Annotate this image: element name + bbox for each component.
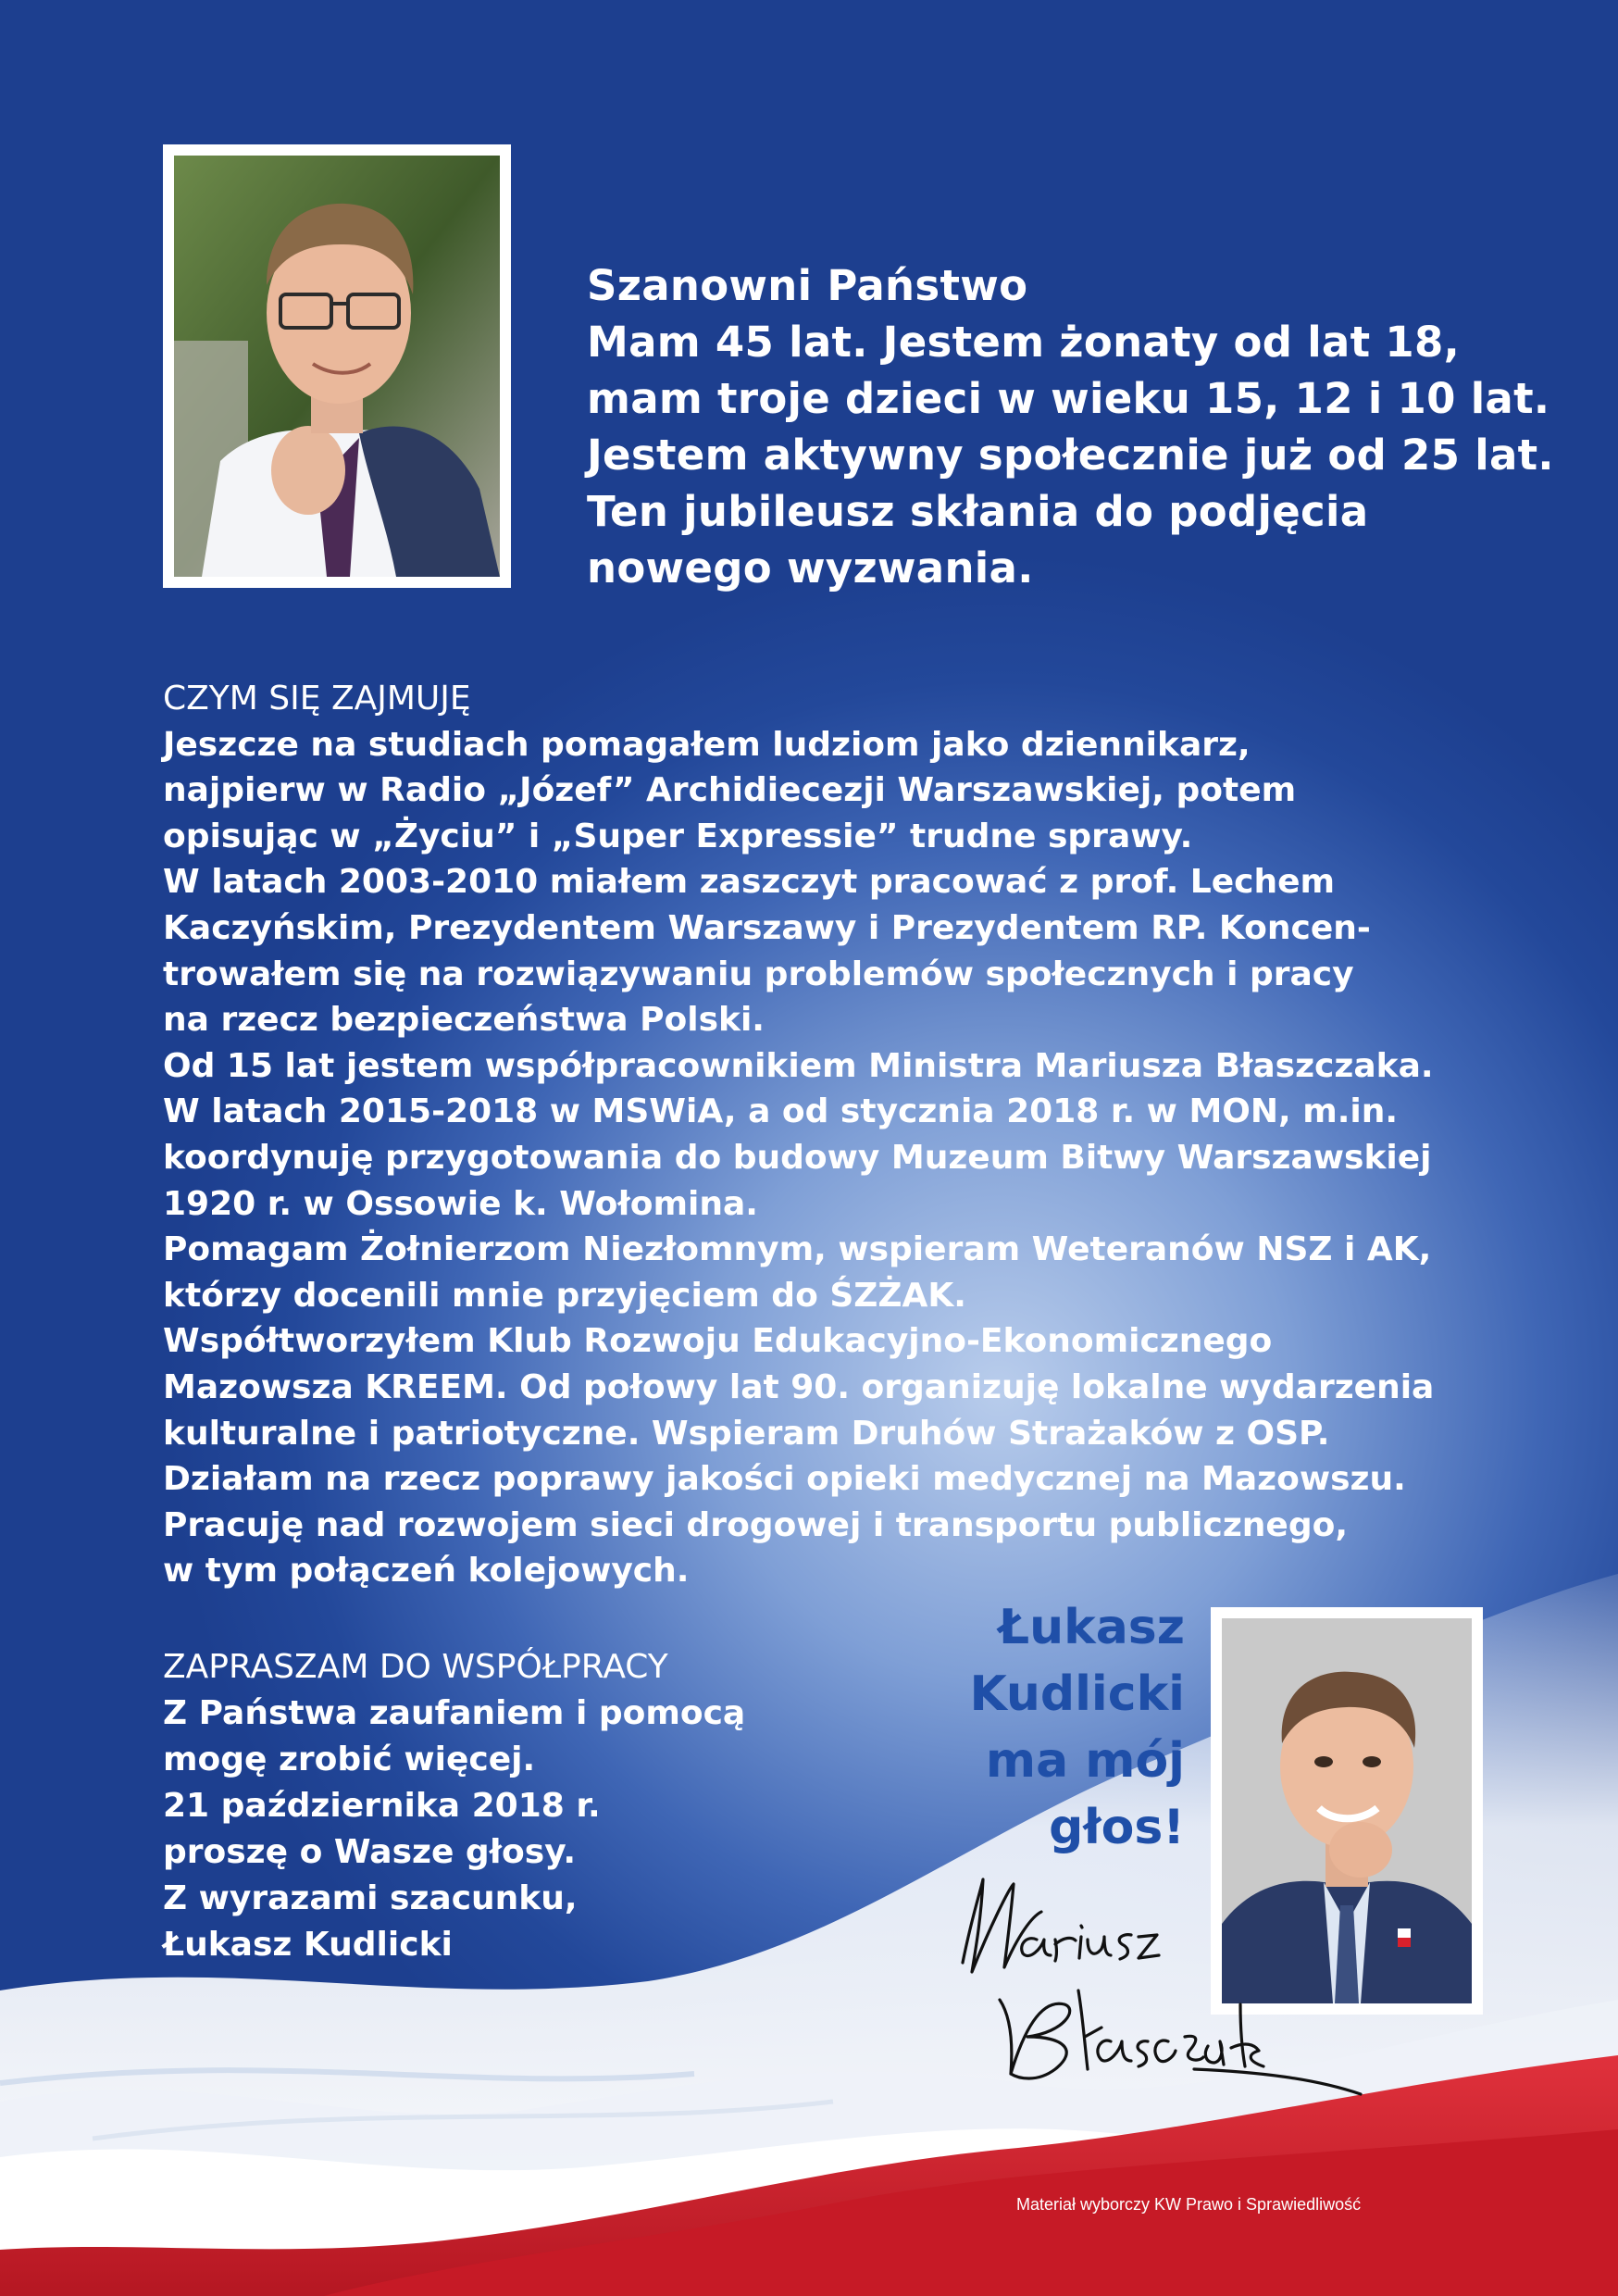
body-line: najpierw w Radio „Józef” Archidiecezji Warszawskiej, potem <box>163 771 1297 810</box>
closing-line: Z Państwa zaufaniem i pomocą <box>163 1694 746 1732</box>
candidate-photo-frame <box>163 144 511 588</box>
body-line: Kaczyńskim, Prezydentem Warszawy i Prezydentem RP. Koncen- <box>163 908 1371 947</box>
intro-line: Ten jubileusz skłania do podjęcia <box>587 487 1369 536</box>
body-line: Działam na rzecz poprawy jakości opieki medycznej na Mazowszu. <box>163 1460 1406 1499</box>
body-line: trowałem się na rozwiązywaniu problemów społecznych i pracy <box>163 955 1354 993</box>
section-heading: CZYM SIĘ ZAJMUJĘ <box>163 680 471 718</box>
closing-line: Łukasz Kudlicki <box>163 1926 453 1964</box>
intro-line: Szanowni Państwo <box>587 261 1028 310</box>
body-line: Pracuję nad rozwojem sieci drogowej i transportu publicznego, <box>163 1505 1349 1544</box>
body-line: Od 15 lat jestem współpracownikiem Ministra Mariusza Błaszczaka. <box>163 1046 1434 1085</box>
slogan-line: Kudlicki <box>969 1666 1185 1722</box>
closing-line: mogę zrobić więcej. <box>163 1741 536 1778</box>
closing-text <box>163 1644 811 1968</box>
slogan-line: głos! <box>1049 1800 1185 1855</box>
footer-disclaimer: Materiał wyborczy KW Prawo i Sprawiedliwość <box>1016 2195 1362 2214</box>
body-line: Mazowsza KREEM. Od połowy lat 90. organizuję lokalne wydarzenia <box>163 1367 1435 1406</box>
intro-text <box>587 257 1568 596</box>
intro-line: mam troje dzieci w wieku 15, 12 i 10 lat. <box>587 374 1550 423</box>
body-line: w tym połączeń kolejowych. <box>163 1552 690 1591</box>
body-text <box>163 676 1505 1594</box>
candidate-photo <box>174 156 500 577</box>
endorsement-slogan <box>935 1594 1185 1861</box>
intro-line: Jestem aktywny społecznie już od 25 lat. <box>587 430 1554 480</box>
body-line: na rzecz bezpieczeństwa Polski. <box>163 1001 765 1040</box>
body-line: którzy docenili mnie przyjęciem do ŚZŻAK. <box>163 1276 966 1315</box>
body-line: Współtworzyłem Klub Rozwoju Edukacyjno-Ekonomicznego <box>163 1322 1273 1361</box>
body-line: Jeszcze na studiach pomagałem ludziom jako dziennikarz, <box>163 725 1251 764</box>
signature-handwritten <box>926 1852 1370 2120</box>
body-line: koordynuję przygotowania do budowy Muzeum Bitwy Warszawskiej <box>163 1138 1432 1177</box>
intro-line: nowego wyzwania. <box>587 543 1034 593</box>
body-line: W latach 2003-2010 miałem zaszczyt pracować z prof. Lechem <box>163 863 1336 902</box>
body-line: opisując w „Życiu” i „Super Expressie” trudne sprawy. <box>163 817 1193 855</box>
body-line: W latach 2015-2018 w MSWiA, a od stycznia 2018 r. w MON, m.in. <box>163 1092 1399 1131</box>
body-line: Pomagam Żołnierzom Niezłomnym, wspieram Weteranów NSZ i AK, <box>163 1230 1432 1269</box>
closing-line: 21 października 2018 r. <box>163 1787 601 1825</box>
body-line: 1920 r. w Ossowie k. Wołomina. <box>163 1184 758 1223</box>
closing-line: Z wyrazami szacunku, <box>163 1879 578 1917</box>
body-line: kulturalne i patriotyczne. Wspieram Druhów Strażaków z OSP. <box>163 1414 1330 1453</box>
slogan-line: Łukasz <box>998 1600 1185 1655</box>
slogan-line: ma mój <box>985 1733 1185 1789</box>
intro-line: Mam 45 lat. Jestem żonaty od lat 18, <box>587 318 1460 367</box>
closing-line: proszę o Wasze głosy. <box>163 1833 577 1871</box>
section-heading: ZAPRASZAM DO WSPÓŁPRACY <box>163 1648 668 1686</box>
